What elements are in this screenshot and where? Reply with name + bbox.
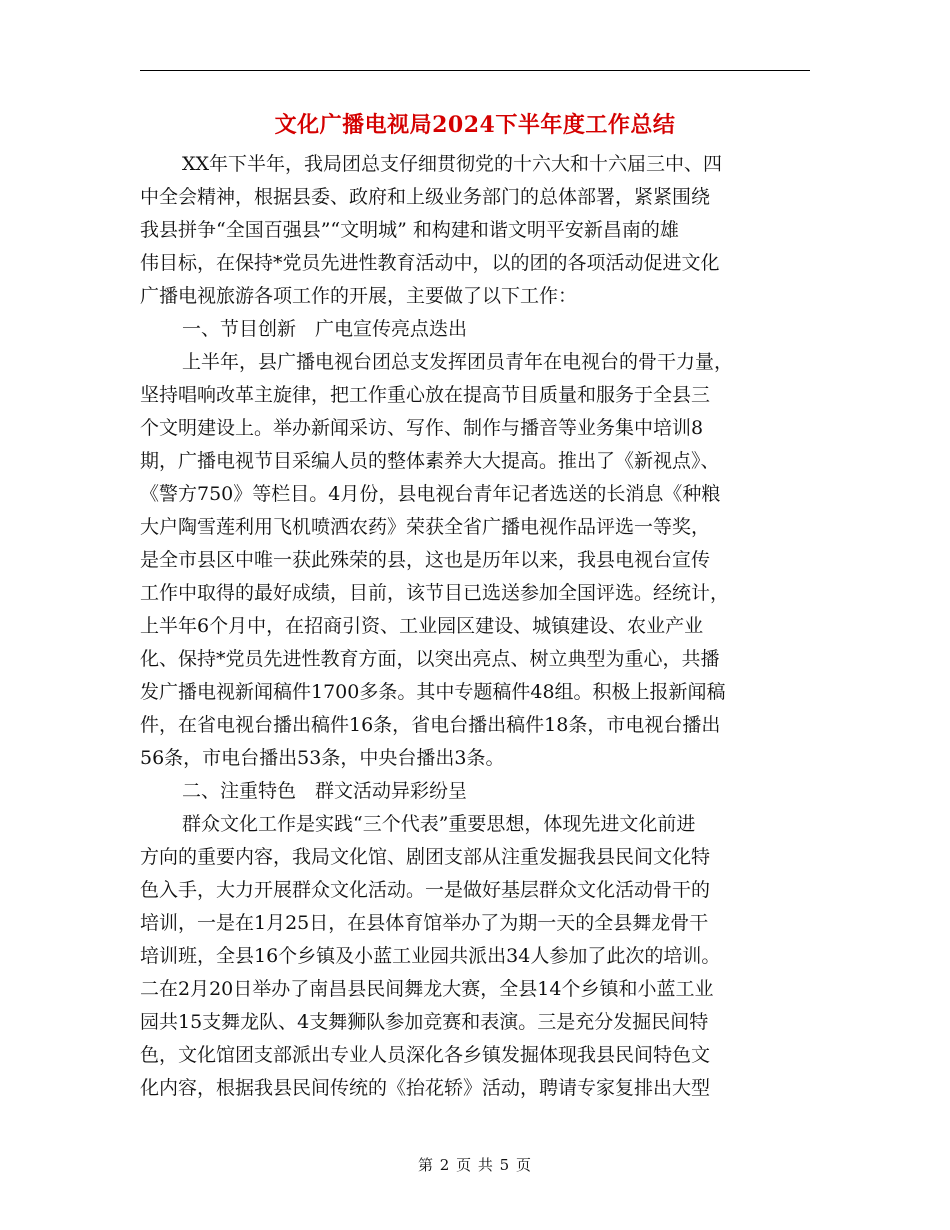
paragraph-line: 广播电视旅游各项工作的开展，主要做了以下工作： [140, 285, 578, 307]
section-heading: 二、注重特色 群文活动异彩纷呈 [182, 780, 468, 802]
paragraph-line: 二在2月20日举办了南昌县民间舞龙大赛，全县14个乡镇和小蓝工业 [140, 978, 714, 1000]
paragraph-line: XX年下半年，我局团总支仔细贯彻党的十六大和十六届三中、四 [182, 153, 723, 175]
paragraph-line: 上半年6个月中，在招商引资、工业园区建设、城镇建设、农业产业 [140, 615, 704, 637]
paragraph-line: 我县拼争“全国百强县”“文明城” 和构建和谐文明平安新昌南的雄 [140, 219, 679, 241]
paragraph-line: 发广播电视新闻稿件1700多条。其中专题稿件48组。积极上报新闻稿 [140, 681, 726, 703]
paragraph-line: 色，文化馆团支部派出专业人员深化各乡镇发掘体现我县民间特色文 [140, 1044, 711, 1066]
header-rule [140, 70, 810, 71]
paragraph-line: 色入手，大力开展群众文化活动。一是做好基层群众文化活动骨干的 [140, 879, 711, 901]
paragraph-line: 56条，市电台播出53条，中央台播出3条。 [140, 747, 505, 769]
section-heading: 一、节目创新 广电宣传亮点迭出 [182, 318, 468, 340]
paragraph-line: 是全市县区中唯一获此殊荣的县，这也是历年以来，我县电视台宣传 [140, 549, 711, 571]
paragraph-line: 化内容，根据我县民间传统的《抬花轿》活动，聘请专家复排出大型 [140, 1077, 711, 1099]
paragraph-line: 伟目标，在保持*党员先进性教育活动中，以的团的各项活动促进文化 [140, 252, 720, 274]
paragraph-line: 培训班，全县16个乡镇及小蓝工业园共派出34人参加了此次的培训。 [140, 945, 721, 967]
paragraph-line: 《警方750》等栏目。4月份，县电视台青年记者选送的长消息《种粮 [140, 483, 721, 505]
paragraph-line: 中全会精神，根据县委、政府和上级业务部门的总体部署，紧紧围绕 [140, 186, 711, 208]
paragraph-line: 大户陶雪莲利用飞机喷洒农药》荣获全省广播电视作品评选一等奖， [140, 516, 711, 538]
paragraph-line: 园共15支舞龙队、4支舞狮队参加竞赛和表演。三是充分发掘民间特 [140, 1011, 709, 1033]
paragraph-line: 化、保持*党员先进性教育方面，以突出亮点、树立典型为重心，共播 [140, 648, 720, 670]
paragraph-line: 个文明建设上。举办新闻采访、写作、制作与播音等业务集中培训8 [140, 417, 704, 439]
paragraph-line: 上半年，县广播电视台团总支发挥团员青年在电视台的骨干力量， [182, 351, 734, 373]
paragraph-line: 培训，一是在1月25日，在县体育馆举办了为期一天的全县舞龙骨干 [140, 912, 709, 934]
paragraph-line: 件，在省电视台播出稿件16条，省电台播出稿件18条，市电视台播出 [140, 714, 721, 736]
document-title: 文化广播电视局2024下半年度工作总结 [274, 112, 676, 138]
paragraph-line: 群众文化工作是实践“三个代表”重要思想，体现先进文化前进 [182, 813, 696, 835]
page-number: 第 2 页 共 5 页 [418, 1156, 532, 1174]
paragraph-line: 工作中取得的最好成绩，目前，该节目已选送参加全国评选。经统计， [140, 582, 730, 604]
document-body [140, 148, 810, 1105]
paragraph-line: 方向的重要内容，我局文化馆、剧团支部从注重发掘我县民间文化特 [140, 846, 711, 868]
paragraph-line: 期，广播电视节目采编人员的整体素养大大提高。推出了《新视点》、 [140, 450, 720, 472]
paragraph-line: 坚持唱响改革主旋律，把工作重心放在提高节目质量和服务于全县三 [140, 384, 711, 406]
